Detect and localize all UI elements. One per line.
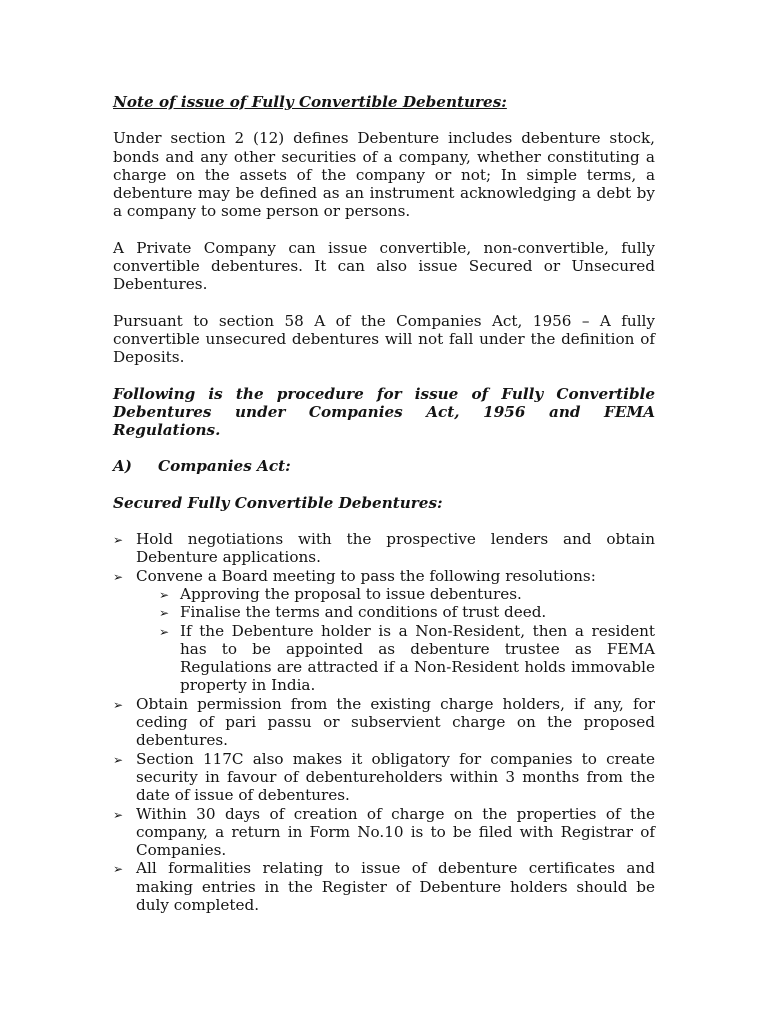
section-58a-paragraph: Pursuant to section 58 A of the Companies Act, 1956 – A fully convertible unsecured debentures will not fall under the definition of Deposits. — [113, 311, 655, 367]
resolutions-list — [159, 585, 655, 695]
section-label: Companies Act: — [158, 457, 291, 476]
section-number: A) — [113, 457, 132, 476]
arrow-bullet-icon: ➢ — [113, 862, 124, 877]
list-item-text: Obtain permission from the existing charge holders, if any, for ceding of pari passu or subservient charge on the proposed debentures. — [136, 694, 655, 750]
arrow-bullet-icon: ➢ — [113, 533, 124, 548]
procedure-list — [113, 530, 655, 914]
arrow-bullet-icon: ➢ — [159, 606, 170, 621]
sub-list-item — [159, 622, 655, 695]
sub-list-item — [159, 603, 655, 621]
list-item — [113, 567, 655, 695]
arrow-bullet-icon: ➢ — [113, 807, 124, 822]
list-item — [113, 695, 655, 750]
arrow-bullet-icon: ➢ — [113, 697, 124, 712]
arrow-bullet-icon: ➢ — [113, 752, 124, 767]
list-item — [113, 750, 655, 805]
sub-list-item-text: Finalise the terms and conditions of trust deed. — [180, 603, 547, 622]
subsection-heading: Secured Fully Convertible Debentures: — [113, 493, 443, 512]
section-heading — [113, 457, 655, 475]
document-title: Note of issue of Fully Convertible Debentures: — [113, 93, 507, 111]
sub-list-item-text: Approving the proposal to issue debentures. — [180, 584, 522, 603]
sub-list-item-text: If the Debenture holder is a Non-Resident, then a resident has to be appointed as debenture trustee as FEMA Regulations are attracted if a Non-Resident holds immovable property in India. — [180, 621, 655, 695]
arrow-bullet-icon: ➢ — [159, 587, 170, 602]
private-company-paragraph: A Private Company can issue convertible, non-convertible, fully convertible debentures. It can also issue Secured or Unsecured Debentures. — [113, 238, 655, 294]
list-item — [113, 530, 655, 567]
list-item — [113, 805, 655, 860]
list-item-text: Within 30 days of creation of charge on the properties of the company, a return in Form No.10 is to be filed with Registrar of Companies. — [136, 804, 655, 860]
arrow-bullet-icon: ➢ — [159, 624, 170, 639]
list-item-text: Hold negotiations with the prospective lenders and obtain Debenture applications. — [136, 530, 655, 567]
list-item-text: Convene a Board meeting to pass the following resolutions: — [136, 566, 596, 585]
sub-list-item — [159, 585, 655, 603]
procedure-heading: Following is the procedure for issue of Fully Convertible Debentures under Companies Act, 1956 and FEMA Regulations. — [113, 384, 655, 440]
list-item-text: Section 117C also makes it obligatory for companies to create security in favour of debentureholders within 3 months from the date of issue of debentures. — [136, 749, 655, 805]
arrow-bullet-icon: ➢ — [113, 569, 124, 584]
definition-paragraph: Under section 2 (12) defines Debenture includes debenture stock, bonds and any other securities of a company, whether constituting a charge on the assets of the company or not; In simple terms, a debenture may be defined as an instrument acknowledging a debt by a company to some person or persons. — [113, 129, 655, 221]
document-page — [113, 93, 655, 914]
list-item — [113, 859, 655, 914]
list-item-text: All formalities relating to issue of debenture certificates and making entries in the Register of Debenture holders should be duly completed. — [136, 859, 655, 914]
